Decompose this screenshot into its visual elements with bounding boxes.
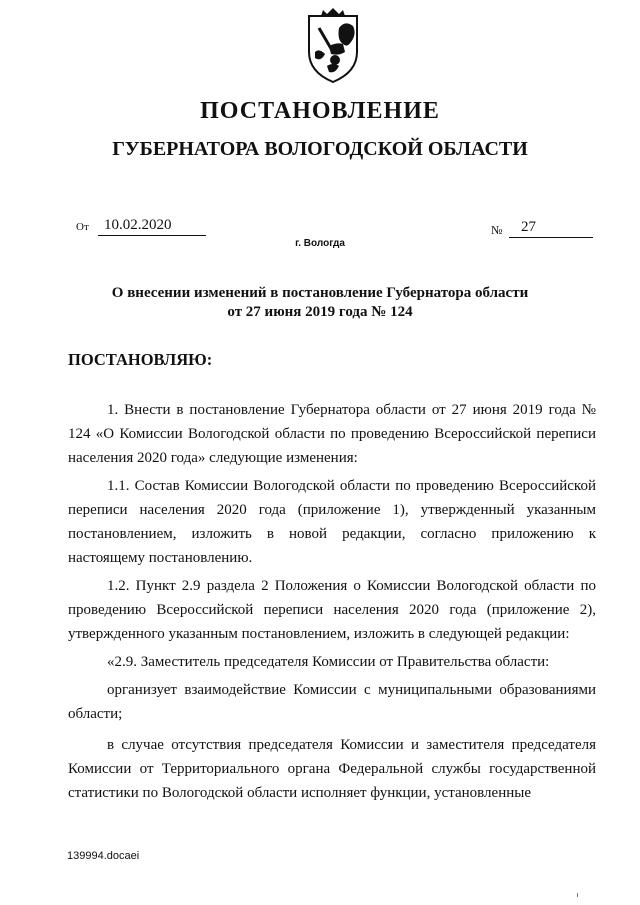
city-name: г. Вологда: [295, 238, 345, 249]
subject-line-1: О внесении изменений в постановление Губернатора области: [111, 285, 529, 301]
paragraph: «2.9. Заместитель председателя Комиссии от Правительства области:: [107, 654, 550, 670]
document-file-id: 139994.docaei: [67, 850, 140, 862]
document-date: 10.02.2020: [98, 215, 206, 236]
paragraph: 1. Внести в постановление Губернатора области от 27 июня 2019 года № 124 «О Комиссии Вологодской области по проведению Всероссийской переписи населения 2020 года» следующие изменения:: [68, 402, 596, 466]
document-title: ПОСТАНОВЛЕНИЕ: [200, 98, 440, 124]
scan-artifact: [577, 893, 578, 897]
document-body: [68, 398, 596, 805]
document-number: 27: [509, 217, 593, 238]
paragraph: 1.2. Пункт 2.9 раздела 2 Положения о Комиссии Вологодской области по проведению Всероссийской переписи населения 2020 года (приложение 2), утвержденного указанным постановлением, изложить в следующей редакции:: [68, 578, 596, 642]
subject-line-2: от 27 июня 2019 года № 124: [227, 304, 413, 320]
paragraph: организует взаимодействие Комиссии с муниципальными образованиями области;: [68, 682, 596, 722]
date-prefix: От: [76, 221, 89, 233]
document-subject: [90, 284, 550, 322]
paragraph: в случае отсутствия председателя Комиссии и заместителя председателя Комиссии от Территориального органа Федеральной службы государственной статистики по Вологодской области исполняет функции, установленные: [68, 737, 596, 801]
document-subtitle: ГУБЕРНАТОРА ВОЛОГОДСКОЙ ОБЛАСТИ: [112, 138, 528, 160]
paragraph: 1.1. Состав Комиссии Вологодской области по проведению Всероссийской переписи населения 2020 года (приложение 1), утвержденный указанным постановлением, изложить в новой редакции, согласно приложению к настоящему постановлению.: [68, 478, 596, 566]
number-prefix: №: [491, 223, 503, 237]
decree-heading: ПОСТАНОВЛЯЮ:: [68, 350, 213, 369]
coat-of-arms-icon: [299, 8, 367, 86]
